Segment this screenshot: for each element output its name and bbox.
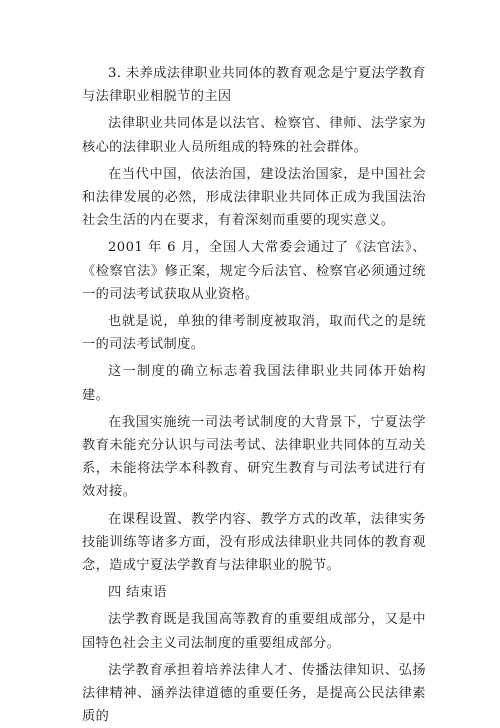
paragraph: 这一制度的确立标志着我国法律职业共同体开始构建。 [82, 364, 426, 403]
paragraph: 法学教育既是我国高等教育的重要组成部分，又是中国特色社会主义司法制度的重要组成部分。 [82, 612, 426, 651]
paragraph: 也就是说，单独的律考制度被取消，取而代之的是统一的司法考试制度。 [82, 314, 426, 353]
paragraph: 在当代中国，依法治国，建设法治国家，是中国社会和法律发展的必然，形成法律职业共同体正成为我国法治社会生活的内在要求，有着深刻而重要的现实意义。 [82, 166, 426, 229]
paragraph: 在我国实施统一司法考试制度的大背景下，宁夏法学教育未能充分认识与司法考试、法律职业共同体的互动关系，未能将法学本科教育、研究生教育与司法考试进行有效对接。 [82, 414, 426, 500]
paragraph: 法律职业共同体是以法官、检察官、律师、法学家为核心的法律职业人员所组成的特殊的社会群体。 [82, 116, 426, 155]
section-heading: 3. 未养成法律职业共同体的教育观念是宁夏法学教育与法律职业相脱节的主因 [82, 66, 426, 105]
paragraph: 在课程设置、教学内容、教学方式的改革，法律实务技能训练等诸多方面，没有形成法律职业共同体的教育观念，造成宁夏法学教育与法律职业的脱节。 [82, 511, 426, 574]
paragraph: 法学教育承担着培养法律人才、传播法律知识、弘扬法律精神、涵养法律道德的重要任务，是提高公民法律素质的 [82, 662, 426, 725]
paragraph: 2001 年 6 月，全国人大常委会通过了《法官法》、《检察官法》修正案，规定今后法官、检察官必须通过统一的司法考试获取从业资格。 [82, 240, 426, 302]
document-body [82, 62, 426, 728]
section-heading: 四 结束语 [108, 585, 167, 601]
